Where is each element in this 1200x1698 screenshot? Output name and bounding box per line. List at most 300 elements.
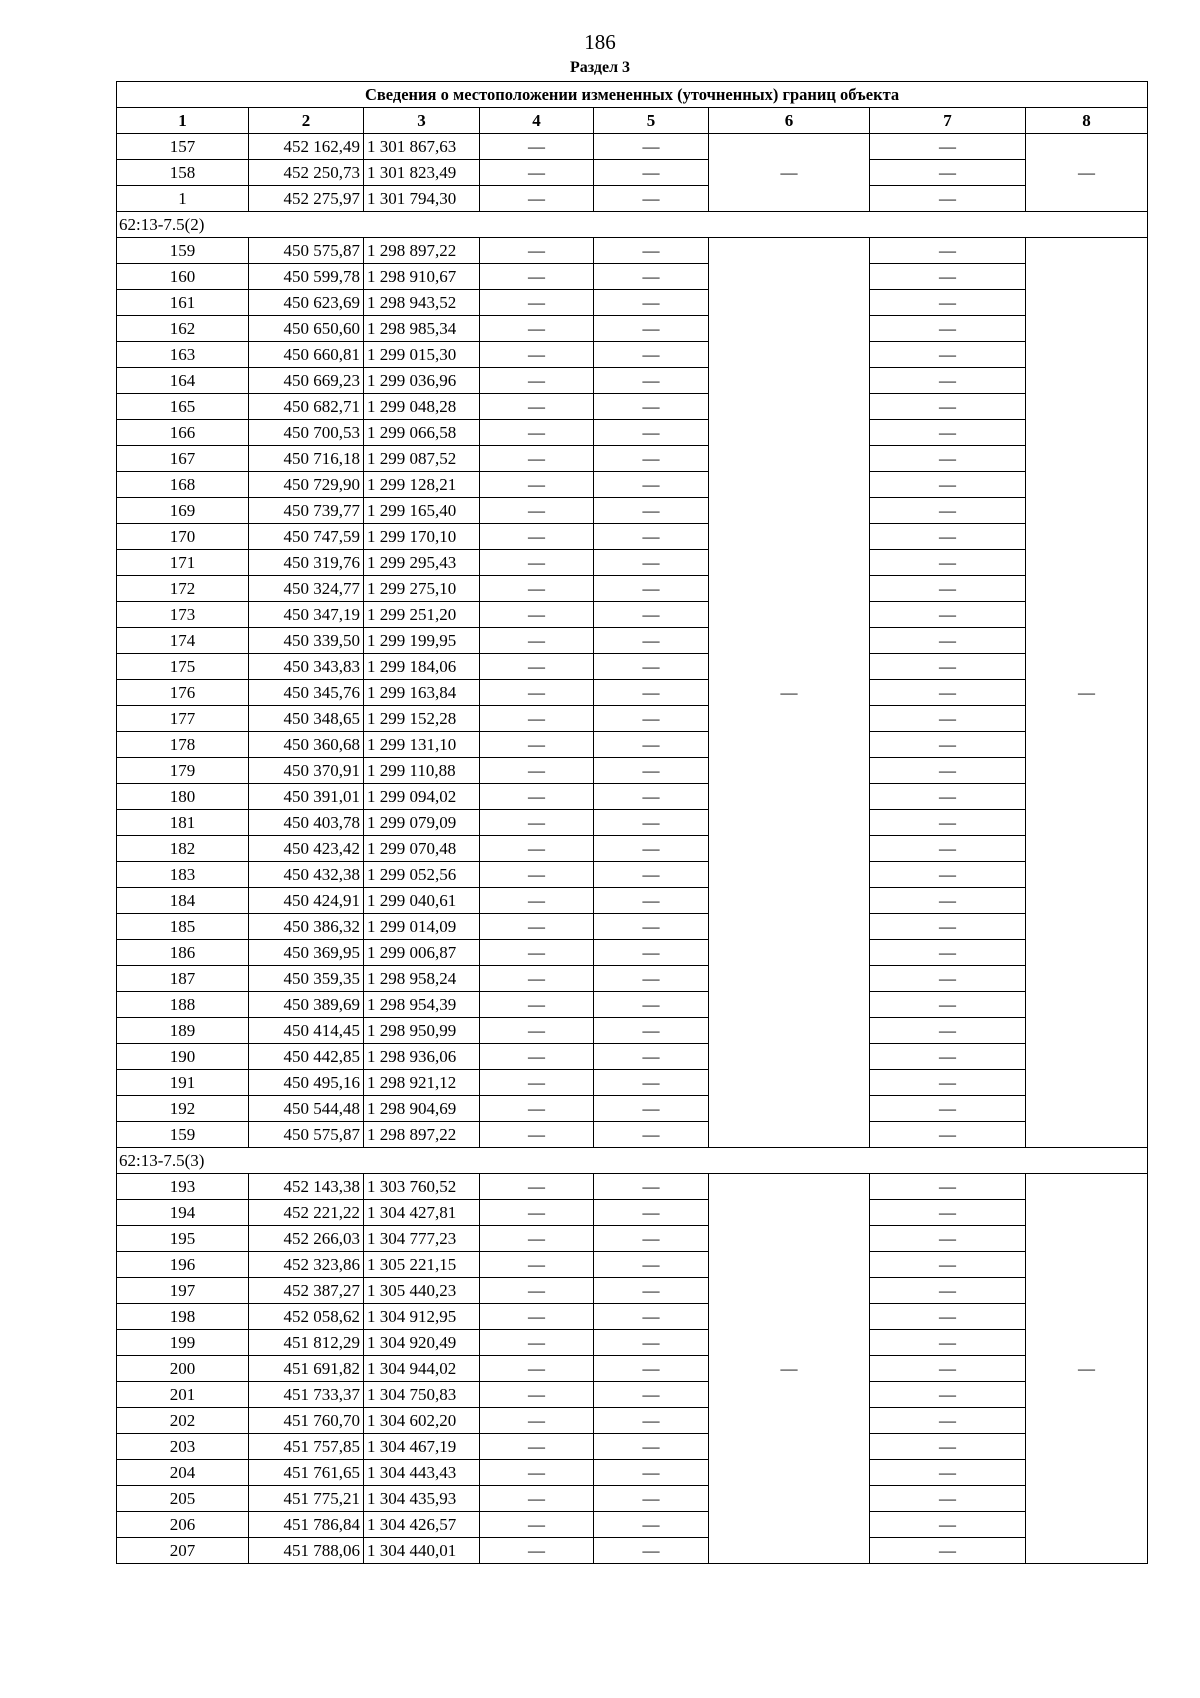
point-number-cell: 164: [117, 368, 249, 394]
y-coordinate-cell: 1 304 912,95: [364, 1304, 480, 1330]
group-label: 62:13-7.5(2): [117, 212, 1148, 238]
x-coordinate-cell: 450 339,50: [249, 628, 364, 654]
table-row: [117, 1252, 1148, 1278]
col5-dash-cell: —: [594, 342, 709, 368]
col5-dash-cell: —: [594, 186, 709, 212]
col7-dash-cell: —: [870, 1486, 1026, 1512]
col4-dash-cell: —: [480, 1278, 594, 1304]
table-row: [117, 498, 1148, 524]
x-coordinate-cell: 452 058,62: [249, 1304, 364, 1330]
point-number-cell: 184: [117, 888, 249, 914]
x-coordinate-cell: 452 221,22: [249, 1200, 364, 1226]
y-coordinate-cell: 1 299 275,10: [364, 576, 480, 602]
col7-dash-cell: —: [870, 966, 1026, 992]
col7-dash-cell: —: [870, 290, 1026, 316]
x-coordinate-cell: 450 660,81: [249, 342, 364, 368]
col5-dash-cell: —: [594, 758, 709, 784]
table-row: [117, 394, 1148, 420]
y-coordinate-cell: 1 299 040,61: [364, 888, 480, 914]
x-coordinate-cell: 450 575,87: [249, 238, 364, 264]
col4-dash-cell: —: [480, 1330, 594, 1356]
col5-dash-cell: —: [594, 602, 709, 628]
col6-merged-dash-cell: —: [709, 134, 870, 212]
point-number-cell: 192: [117, 1096, 249, 1122]
x-coordinate-cell: 451 691,82: [249, 1356, 364, 1382]
col4-dash-cell: —: [480, 1434, 594, 1460]
y-coordinate-cell: 1 299 170,10: [364, 524, 480, 550]
table-row: [117, 1096, 1148, 1122]
col5-dash-cell: —: [594, 1330, 709, 1356]
table-row: [117, 576, 1148, 602]
col4-dash-cell: —: [480, 238, 594, 264]
y-coordinate-cell: 1 298 936,06: [364, 1044, 480, 1070]
col7-dash-cell: —: [870, 394, 1026, 420]
table-row: [117, 446, 1148, 472]
point-number-cell: 196: [117, 1252, 249, 1278]
x-coordinate-cell: 450 424,91: [249, 888, 364, 914]
table-row: [117, 1460, 1148, 1486]
col7-dash-cell: —: [870, 550, 1026, 576]
col4-dash-cell: —: [480, 680, 594, 706]
y-coordinate-cell: 1 298 985,34: [364, 316, 480, 342]
point-number-cell: 169: [117, 498, 249, 524]
col5-dash-cell: —: [594, 1200, 709, 1226]
point-number-cell: 200: [117, 1356, 249, 1382]
col7-dash-cell: —: [870, 446, 1026, 472]
col5-dash-cell: —: [594, 394, 709, 420]
boundary-coordinates-table: [116, 81, 1148, 1564]
y-coordinate-cell: 1 301 794,30: [364, 186, 480, 212]
col7-dash-cell: —: [870, 1044, 1026, 1070]
col5-dash-cell: —: [594, 446, 709, 472]
table-row: [117, 1070, 1148, 1096]
table-row: [117, 1382, 1148, 1408]
col7-dash-cell: —: [870, 1174, 1026, 1200]
y-coordinate-cell: 1 299 015,30: [364, 342, 480, 368]
y-coordinate-cell: 1 299 199,95: [364, 628, 480, 654]
col4-dash-cell: —: [480, 1512, 594, 1538]
col4-dash-cell: —: [480, 1252, 594, 1278]
point-number-cell: 186: [117, 940, 249, 966]
table-row: [117, 1122, 1148, 1148]
table-row: [117, 1304, 1148, 1330]
y-coordinate-cell: 1 299 251,20: [364, 602, 480, 628]
table-row: [117, 758, 1148, 784]
col5-dash-cell: —: [594, 628, 709, 654]
col5-dash-cell: —: [594, 160, 709, 186]
col7-dash-cell: —: [870, 914, 1026, 940]
col4-dash-cell: —: [480, 966, 594, 992]
point-number-cell: 166: [117, 420, 249, 446]
col4-dash-cell: —: [480, 992, 594, 1018]
col5-dash-cell: —: [594, 1226, 709, 1252]
table-row: [117, 550, 1148, 576]
x-coordinate-cell: 450 414,45: [249, 1018, 364, 1044]
column-header: 2: [249, 108, 364, 134]
col5-dash-cell: —: [594, 1538, 709, 1564]
col4-dash-cell: —: [480, 316, 594, 342]
x-coordinate-cell: 450 442,85: [249, 1044, 364, 1070]
col5-dash-cell: —: [594, 992, 709, 1018]
col4-dash-cell: —: [480, 1122, 594, 1148]
col5-dash-cell: —: [594, 1070, 709, 1096]
table-row: [117, 810, 1148, 836]
col5-dash-cell: —: [594, 654, 709, 680]
point-number-cell: 175: [117, 654, 249, 680]
point-number-cell: 181: [117, 810, 249, 836]
table-row: [117, 1044, 1148, 1070]
table-row: [117, 940, 1148, 966]
x-coordinate-cell: 450 747,59: [249, 524, 364, 550]
point-number-cell: 195: [117, 1226, 249, 1252]
col4-dash-cell: —: [480, 654, 594, 680]
col5-dash-cell: —: [594, 1304, 709, 1330]
point-number-cell: 205: [117, 1486, 249, 1512]
table-row: [117, 264, 1148, 290]
col5-dash-cell: —: [594, 1278, 709, 1304]
table-row: [117, 1330, 1148, 1356]
col6-merged-dash-cell: —: [709, 1174, 870, 1564]
point-number-cell: 176: [117, 680, 249, 706]
col7-dash-cell: —: [870, 342, 1026, 368]
table-row: [117, 628, 1148, 654]
y-coordinate-cell: 1 301 867,63: [364, 134, 480, 160]
col5-dash-cell: —: [594, 1408, 709, 1434]
col4-dash-cell: —: [480, 1200, 594, 1226]
col4-dash-cell: —: [480, 1226, 594, 1252]
col4-dash-cell: —: [480, 1044, 594, 1070]
col7-dash-cell: —: [870, 316, 1026, 342]
column-header: 4: [480, 108, 594, 134]
y-coordinate-cell: 1 299 184,06: [364, 654, 480, 680]
y-coordinate-cell: 1 303 760,52: [364, 1174, 480, 1200]
col4-dash-cell: —: [480, 420, 594, 446]
y-coordinate-cell: 1 304 602,20: [364, 1408, 480, 1434]
col5-dash-cell: —: [594, 1122, 709, 1148]
col4-dash-cell: —: [480, 472, 594, 498]
x-coordinate-cell: 450 544,48: [249, 1096, 364, 1122]
col4-dash-cell: —: [480, 446, 594, 472]
col4-dash-cell: —: [480, 940, 594, 966]
y-coordinate-cell: 1 304 440,01: [364, 1538, 480, 1564]
col5-dash-cell: —: [594, 1096, 709, 1122]
table-row: [117, 1408, 1148, 1434]
col4-dash-cell: —: [480, 342, 594, 368]
col7-dash-cell: —: [870, 1278, 1026, 1304]
point-number-cell: 197: [117, 1278, 249, 1304]
y-coordinate-cell: 1 298 943,52: [364, 290, 480, 316]
col7-dash-cell: —: [870, 524, 1026, 550]
point-number-cell: 198: [117, 1304, 249, 1330]
y-coordinate-cell: 1 304 777,23: [364, 1226, 480, 1252]
col5-dash-cell: —: [594, 1434, 709, 1460]
y-coordinate-cell: 1 304 944,02: [364, 1356, 480, 1382]
col4-dash-cell: —: [480, 1408, 594, 1434]
col8-merged-dash-cell: —: [1026, 238, 1148, 1148]
table-row: [117, 1278, 1148, 1304]
col7-dash-cell: —: [870, 1330, 1026, 1356]
y-coordinate-cell: 1 299 052,56: [364, 862, 480, 888]
col7-dash-cell: —: [870, 1018, 1026, 1044]
point-number-cell: 193: [117, 1174, 249, 1200]
x-coordinate-cell: 450 348,65: [249, 706, 364, 732]
column-header: 8: [1026, 108, 1148, 134]
col7-dash-cell: —: [870, 732, 1026, 758]
x-coordinate-cell: 452 162,49: [249, 134, 364, 160]
y-coordinate-cell: 1 299 079,09: [364, 810, 480, 836]
col5-dash-cell: —: [594, 316, 709, 342]
col5-dash-cell: —: [594, 368, 709, 394]
y-coordinate-cell: 1 298 897,22: [364, 1122, 480, 1148]
y-coordinate-cell: 1 304 426,57: [364, 1512, 480, 1538]
col7-dash-cell: —: [870, 1122, 1026, 1148]
point-number-cell: 171: [117, 550, 249, 576]
col4-dash-cell: —: [480, 862, 594, 888]
col5-dash-cell: —: [594, 732, 709, 758]
table-row: [117, 836, 1148, 862]
table-row: [117, 368, 1148, 394]
col4-dash-cell: —: [480, 1486, 594, 1512]
group-label: 62:13-7.5(3): [117, 1148, 1148, 1174]
col7-dash-cell: —: [870, 420, 1026, 446]
col5-dash-cell: —: [594, 290, 709, 316]
col7-dash-cell: —: [870, 602, 1026, 628]
col5-dash-cell: —: [594, 1512, 709, 1538]
point-number-cell: 185: [117, 914, 249, 940]
col7-dash-cell: —: [870, 810, 1026, 836]
x-coordinate-cell: 450 669,23: [249, 368, 364, 394]
col5-dash-cell: —: [594, 420, 709, 446]
point-number-cell: 183: [117, 862, 249, 888]
col4-dash-cell: —: [480, 1070, 594, 1096]
x-coordinate-cell: 450 716,18: [249, 446, 364, 472]
y-coordinate-cell: 1 298 910,67: [364, 264, 480, 290]
y-coordinate-cell: 1 299 152,28: [364, 706, 480, 732]
col8-merged-dash-cell: —: [1026, 1174, 1148, 1564]
col4-dash-cell: —: [480, 368, 594, 394]
point-number-cell: 170: [117, 524, 249, 550]
col5-dash-cell: —: [594, 498, 709, 524]
point-number-cell: 201: [117, 1382, 249, 1408]
x-coordinate-cell: 450 369,95: [249, 940, 364, 966]
table-row: [117, 1018, 1148, 1044]
point-number-cell: 177: [117, 706, 249, 732]
point-number-cell: 194: [117, 1200, 249, 1226]
column-header: 1: [117, 108, 249, 134]
table-row: [117, 134, 1148, 160]
point-number-cell: 182: [117, 836, 249, 862]
col5-dash-cell: —: [594, 1252, 709, 1278]
y-coordinate-cell: 1 299 087,52: [364, 446, 480, 472]
col7-dash-cell: —: [870, 1070, 1026, 1096]
table-row: [117, 1434, 1148, 1460]
x-coordinate-cell: 452 275,97: [249, 186, 364, 212]
col7-dash-cell: —: [870, 1304, 1026, 1330]
x-coordinate-cell: 450 343,83: [249, 654, 364, 680]
col7-dash-cell: —: [870, 784, 1026, 810]
col6-merged-dash-cell: —: [709, 238, 870, 1148]
column-header: 5: [594, 108, 709, 134]
col7-dash-cell: —: [870, 1200, 1026, 1226]
col5-dash-cell: —: [594, 888, 709, 914]
col7-dash-cell: —: [870, 1434, 1026, 1460]
col5-dash-cell: —: [594, 914, 709, 940]
x-coordinate-cell: 450 391,01: [249, 784, 364, 810]
col7-dash-cell: —: [870, 498, 1026, 524]
x-coordinate-cell: 451 757,85: [249, 1434, 364, 1460]
table-row: [117, 160, 1148, 186]
table-row: [117, 472, 1148, 498]
col5-dash-cell: —: [594, 1382, 709, 1408]
col4-dash-cell: —: [480, 498, 594, 524]
col4-dash-cell: —: [480, 628, 594, 654]
col7-dash-cell: —: [870, 654, 1026, 680]
point-number-cell: 189: [117, 1018, 249, 1044]
table-row: [117, 420, 1148, 446]
x-coordinate-cell: 452 250,73: [249, 160, 364, 186]
y-coordinate-cell: 1 304 443,43: [364, 1460, 480, 1486]
table-row: [117, 706, 1148, 732]
col5-dash-cell: —: [594, 940, 709, 966]
col7-dash-cell: —: [870, 1096, 1026, 1122]
col7-dash-cell: —: [870, 160, 1026, 186]
table-row: [117, 654, 1148, 680]
y-coordinate-cell: 1 299 295,43: [364, 550, 480, 576]
col7-dash-cell: —: [870, 1460, 1026, 1486]
point-number-cell: 199: [117, 1330, 249, 1356]
x-coordinate-cell: 451 733,37: [249, 1382, 364, 1408]
x-coordinate-cell: 450 386,32: [249, 914, 364, 940]
table-row: [117, 732, 1148, 758]
col7-dash-cell: —: [870, 888, 1026, 914]
col7-dash-cell: —: [870, 836, 1026, 862]
col7-dash-cell: —: [870, 1382, 1026, 1408]
point-number-cell: 179: [117, 758, 249, 784]
col4-dash-cell: —: [480, 394, 594, 420]
col4-dash-cell: —: [480, 836, 594, 862]
point-number-cell: 203: [117, 1434, 249, 1460]
table-row: [117, 1200, 1148, 1226]
table-row: [117, 888, 1148, 914]
col5-dash-cell: —: [594, 966, 709, 992]
y-coordinate-cell: 1 304 435,93: [364, 1486, 480, 1512]
y-coordinate-cell: 1 298 904,69: [364, 1096, 480, 1122]
point-number-cell: 159: [117, 238, 249, 264]
x-coordinate-cell: 450 739,77: [249, 498, 364, 524]
col7-dash-cell: —: [870, 238, 1026, 264]
group-row: [117, 212, 1148, 238]
x-coordinate-cell: 451 812,29: [249, 1330, 364, 1356]
x-coordinate-cell: 450 403,78: [249, 810, 364, 836]
table-row: [117, 1512, 1148, 1538]
x-coordinate-cell: 452 323,86: [249, 1252, 364, 1278]
col5-dash-cell: —: [594, 472, 709, 498]
column-header: 3: [364, 108, 480, 134]
x-coordinate-cell: 450 729,90: [249, 472, 364, 498]
col4-dash-cell: —: [480, 576, 594, 602]
col7-dash-cell: —: [870, 706, 1026, 732]
point-number-cell: 158: [117, 160, 249, 186]
col7-dash-cell: —: [870, 576, 1026, 602]
point-number-cell: 207: [117, 1538, 249, 1564]
y-coordinate-cell: 1 298 921,12: [364, 1070, 480, 1096]
page-number: 186: [584, 30, 616, 54]
col4-dash-cell: —: [480, 810, 594, 836]
col7-dash-cell: —: [870, 1356, 1026, 1382]
col7-dash-cell: —: [870, 1512, 1026, 1538]
x-coordinate-cell: 451 786,84: [249, 1512, 364, 1538]
col7-dash-cell: —: [870, 134, 1026, 160]
y-coordinate-cell: 1 304 920,49: [364, 1330, 480, 1356]
x-coordinate-cell: 450 575,87: [249, 1122, 364, 1148]
col5-dash-cell: —: [594, 1018, 709, 1044]
point-number-cell: 174: [117, 628, 249, 654]
table-row: [117, 1486, 1148, 1512]
col7-dash-cell: —: [870, 264, 1026, 290]
col4-dash-cell: —: [480, 134, 594, 160]
table-row: [117, 1356, 1148, 1382]
point-number-cell: 202: [117, 1408, 249, 1434]
x-coordinate-cell: 450 682,71: [249, 394, 364, 420]
x-coordinate-cell: 450 432,38: [249, 862, 364, 888]
x-coordinate-cell: 450 370,91: [249, 758, 364, 784]
table-row: [117, 680, 1148, 706]
y-coordinate-cell: 1 299 070,48: [364, 836, 480, 862]
col7-dash-cell: —: [870, 368, 1026, 394]
x-coordinate-cell: 450 495,16: [249, 1070, 364, 1096]
x-coordinate-cell: 450 324,77: [249, 576, 364, 602]
col7-dash-cell: —: [870, 758, 1026, 784]
col7-dash-cell: —: [870, 472, 1026, 498]
col5-dash-cell: —: [594, 134, 709, 160]
table-row: [117, 342, 1148, 368]
col4-dash-cell: —: [480, 160, 594, 186]
col4-dash-cell: —: [480, 290, 594, 316]
point-number-cell: 163: [117, 342, 249, 368]
x-coordinate-cell: 450 389,69: [249, 992, 364, 1018]
col5-dash-cell: —: [594, 836, 709, 862]
y-coordinate-cell: 1 299 094,02: [364, 784, 480, 810]
table-row: [117, 992, 1148, 1018]
col7-dash-cell: —: [870, 992, 1026, 1018]
col4-dash-cell: —: [480, 602, 594, 628]
point-number-cell: 167: [117, 446, 249, 472]
col4-dash-cell: —: [480, 1174, 594, 1200]
col4-dash-cell: —: [480, 784, 594, 810]
point-number-cell: 178: [117, 732, 249, 758]
y-coordinate-cell: 1 304 467,19: [364, 1434, 480, 1460]
point-number-cell: 188: [117, 992, 249, 1018]
point-number-cell: 1: [117, 186, 249, 212]
col4-dash-cell: —: [480, 1538, 594, 1564]
point-number-cell: 173: [117, 602, 249, 628]
col7-dash-cell: —: [870, 186, 1026, 212]
point-number-cell: 162: [117, 316, 249, 342]
col4-dash-cell: —: [480, 914, 594, 940]
point-number-cell: 206: [117, 1512, 249, 1538]
point-number-cell: 191: [117, 1070, 249, 1096]
y-coordinate-cell: 1 305 221,15: [364, 1252, 480, 1278]
table-row: [117, 290, 1148, 316]
x-coordinate-cell: 450 347,19: [249, 602, 364, 628]
point-number-cell: 159: [117, 1122, 249, 1148]
column-header-row: [117, 108, 1148, 134]
y-coordinate-cell: 1 298 954,39: [364, 992, 480, 1018]
x-coordinate-cell: 452 387,27: [249, 1278, 364, 1304]
table-row: [117, 186, 1148, 212]
x-coordinate-cell: 452 143,38: [249, 1174, 364, 1200]
y-coordinate-cell: 1 304 427,81: [364, 1200, 480, 1226]
